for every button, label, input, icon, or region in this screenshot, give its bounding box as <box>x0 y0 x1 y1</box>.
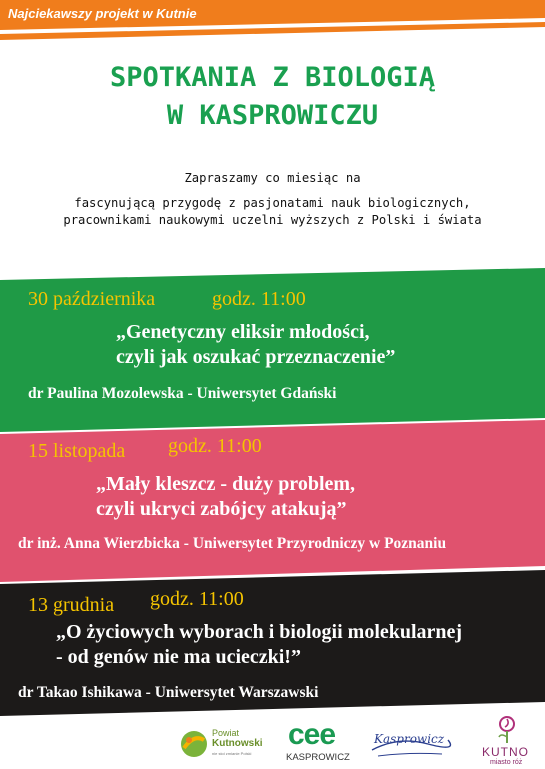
event-1-time: godz. 11:00 <box>212 288 306 310</box>
event-1-title-line1: „Genetyczny eliksir młodości, <box>116 321 370 343</box>
event-band-1 <box>0 268 545 436</box>
powiat-line2: Kutnowski <box>212 738 263 749</box>
sponsor-logos <box>0 710 545 768</box>
event-1-date: 30 października <box>28 288 156 310</box>
kutno-logo <box>478 714 542 768</box>
event-1-title-line2: czyli jak oszukać przeznaczenie” <box>116 346 396 368</box>
event-band-2 <box>0 420 545 585</box>
event-3-title-line2: - od genów nie ma ucieczki!” <box>56 646 301 668</box>
intro-line3: pracownikami naukowymi uczelni wyższych z Polski i świata <box>63 213 482 227</box>
event-2-time: godz. 11:00 <box>168 435 262 457</box>
powiat-line3: nie stoi zmianie Polski <box>212 751 252 756</box>
event-3-time: godz. 11:00 <box>150 588 244 610</box>
top-banner <box>0 0 545 44</box>
cee-logo-text: cee <box>288 718 336 751</box>
kutno-logo-sub: miasto róż <box>490 759 523 766</box>
kasprowicz-signature-text: Kasprowicz <box>374 732 445 746</box>
tagline: Najciekawszy projekt w Kutnie <box>8 6 197 21</box>
kasprowicz-signature-logo <box>368 724 452 764</box>
powiat-emblem-icon <box>178 728 210 760</box>
event-1-speaker: dr Paulina Mozolewska - Uniwersytet Gdański <box>28 385 337 402</box>
event-2-title-line2: czyli ukryci zabójcy atakują” <box>96 498 347 520</box>
main-title-line2: W KASPROWICZU <box>166 100 379 131</box>
event-2-title-line1: „Mały kleszcz - duży problem, <box>96 473 356 495</box>
event-band-3 <box>0 570 545 720</box>
intro-line1: Zapraszamy co miesiąc na <box>184 171 361 185</box>
cee-logo-sub: KASPROWICZ <box>286 752 350 763</box>
event-2-date: 15 listopada <box>28 440 126 462</box>
event-3-speaker: dr Takao Ishikawa - Uniwersytet Warszawski <box>18 684 319 701</box>
powiat-line1: Powiat <box>212 728 240 738</box>
event-2-speaker: dr inż. Anna Wierzbicka - Uniwersytet Przyrodniczy w Poznaniu <box>18 535 447 552</box>
event-3-date: 13 grudnia <box>28 594 115 616</box>
main-title-line1: SPOTKANIA Z BIOLOGIĄ <box>109 62 436 93</box>
event-3-title-line1: „O życiowych wyborach i biologii molekularnej <box>56 621 463 643</box>
rose-icon <box>494 714 520 744</box>
kutno-logo-text: KUTNO <box>482 745 529 759</box>
intro-line2: fascynującą przygodę z pasjonatami nauk biologicznych, <box>74 196 471 210</box>
powiat-kutnowski-logo <box>178 726 268 766</box>
cee-kasprowicz-logo <box>286 718 356 766</box>
